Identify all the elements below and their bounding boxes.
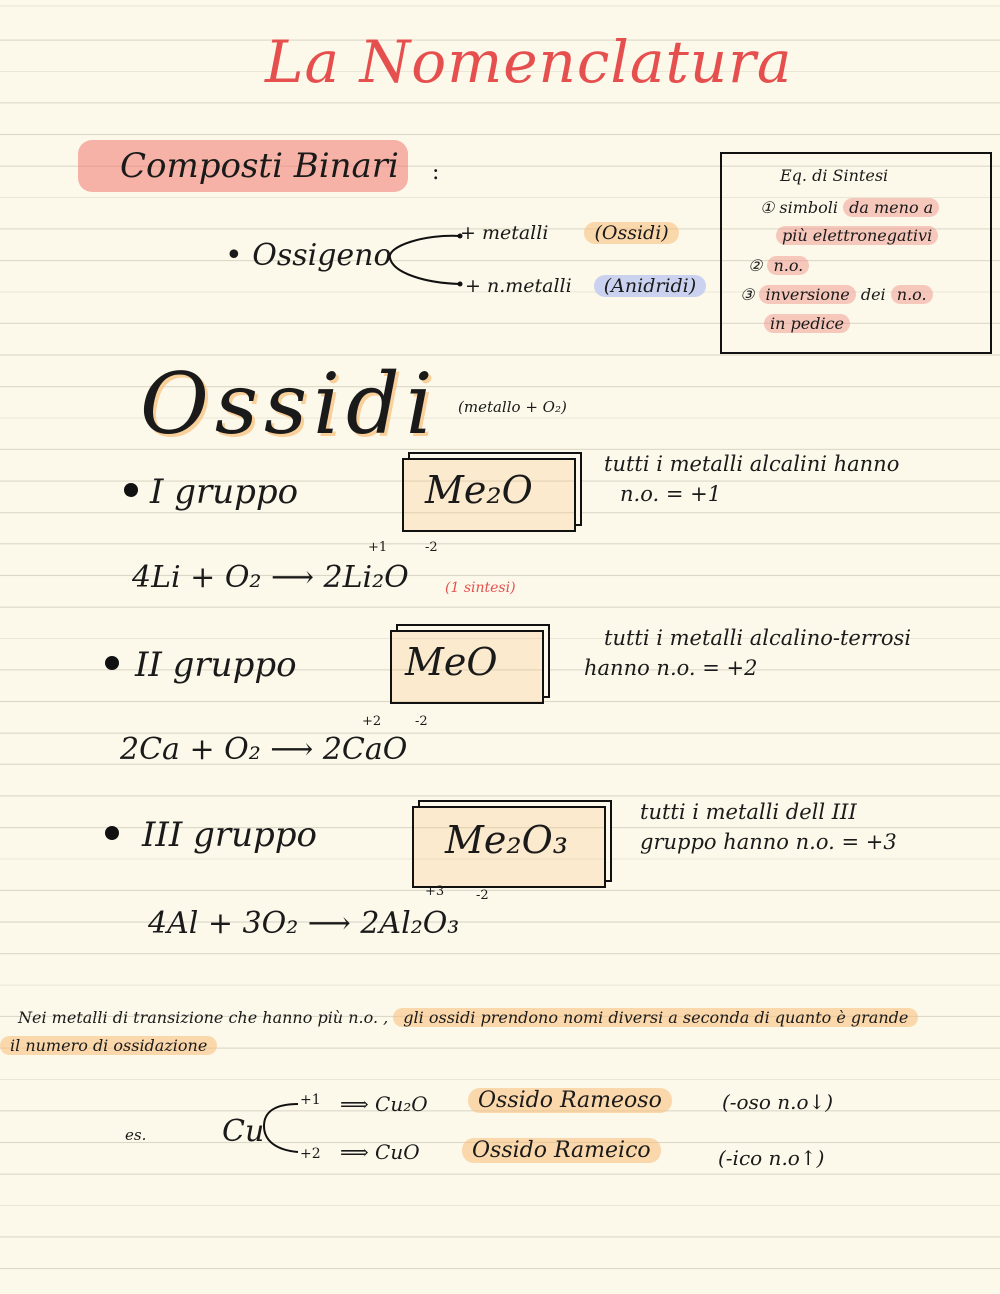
metalli-text: + metalli: [460, 222, 549, 244]
group-2-ox-a: +2: [362, 714, 382, 729]
transition-text-2: gli ossidi prendono nomi diversi a seconda di quanto è grande: [393, 1008, 918, 1027]
copper-symbol: Cu: [222, 1114, 265, 1149]
row-1-formula: ⟹ Cu₂O: [340, 1092, 428, 1116]
group-2-desc-1: tutti i metalli alcalino-terrosi: [604, 626, 912, 650]
group-1-formula: Me₂O: [425, 468, 533, 512]
synthesis-step-3-cont: [764, 314, 850, 333]
branch-metalli: [460, 222, 679, 244]
copper-branch: [260, 1098, 300, 1158]
step3-a: ③: [740, 285, 755, 304]
step1-a: ① simboli: [760, 198, 839, 217]
page-title: La Nomenclatura: [265, 28, 793, 96]
ossidi-tag: (Ossidi): [584, 222, 678, 244]
bullet-group-3: [105, 826, 119, 840]
row-2-name-text: Ossido Rameico: [462, 1138, 661, 1163]
group-3-label: III gruppo: [142, 815, 318, 855]
ossidi-note: (metallo + O₂): [458, 398, 567, 416]
group-1-ox-a: +1: [368, 540, 388, 555]
row-2-formula: ⟹ CuO: [340, 1140, 420, 1164]
step2-b: n.o.: [767, 256, 809, 275]
step3-e: in pedice: [764, 314, 850, 333]
step2-a: ②: [748, 256, 763, 275]
group-3-desc-1: tutti i metalli dell III: [640, 800, 857, 824]
synthesis-step-3: [740, 285, 933, 304]
row-1-name-text: Ossido Rameoso: [468, 1088, 672, 1113]
row-2-name: [462, 1138, 661, 1163]
group-3-ox-b: -2: [476, 888, 489, 903]
bullet-group-2: [105, 656, 119, 670]
step1-c: più elettronegativi: [776, 226, 938, 245]
bullet-group-1: [124, 483, 138, 497]
branch-nmetalli: [465, 275, 706, 297]
anidridi-tag: (Anidridi): [594, 275, 706, 297]
transition-text-3: il numero di ossidazione: [0, 1036, 217, 1055]
step3-d: n.o.: [891, 285, 933, 304]
group-1-equation: 4Li + O₂ ⟶ 2Li₂O: [132, 560, 409, 595]
row-2-ox: +2: [300, 1146, 321, 1162]
row-1-suffix: (-oso n.o↓): [722, 1090, 834, 1114]
row-1-name: [468, 1088, 672, 1113]
row-1-ox: +1: [300, 1092, 321, 1108]
group-3-ox-a: +3: [425, 884, 445, 899]
step3-b: inversione: [759, 285, 855, 304]
group-1-desc-1: tutti i metalli alcalini hanno: [604, 452, 900, 476]
group-1-desc-2: n.o. = +1: [620, 482, 722, 506]
example-label: es.: [125, 1126, 147, 1144]
step3-c: dei: [860, 285, 886, 304]
group-2-formula: MeO: [405, 640, 498, 684]
transition-line-2: [0, 1036, 217, 1055]
synthesis-step-1-cont: [776, 226, 938, 245]
branch-arrows: [385, 228, 465, 290]
group-1-annotation: (1 sintesi): [445, 580, 516, 596]
group-2-desc-2: hanno n.o. = +2: [584, 656, 758, 680]
ossidi-heading: Ossidi: [140, 355, 439, 453]
group-2-label: II gruppo: [135, 645, 297, 685]
section-title: Composti Binari: [120, 146, 399, 186]
group-2-ox-b: -2: [415, 714, 428, 729]
nmetalli-text: + n.metalli: [465, 275, 572, 297]
step1-b: da meno a: [843, 198, 939, 217]
section-colon: :: [432, 160, 440, 185]
synthesis-step-2: [748, 256, 809, 275]
synthesis-step-1: [760, 198, 939, 217]
synthesis-title: Eq. di Sintesi: [780, 166, 889, 185]
ossigeno-label: • Ossigeno: [225, 238, 392, 273]
group-3-equation: 4Al + 3O₂ ⟶ 2Al₂O₃: [148, 906, 460, 941]
row-2-suffix: (-ico n.o↑): [718, 1146, 825, 1170]
group-3-desc-2: gruppo hanno n.o. = +3: [640, 830, 897, 854]
transition-line-1: [18, 1008, 918, 1027]
group-3-formula: Me₂O₃: [445, 818, 569, 862]
transition-text-1: Nei metalli di transizione che hanno più n.o. ,: [18, 1008, 389, 1027]
group-2-equation: 2Ca + O₂ ⟶ 2CaO: [120, 732, 408, 767]
group-1-label: I gruppo: [150, 472, 299, 512]
group-1-ox-b: -2: [425, 540, 438, 555]
